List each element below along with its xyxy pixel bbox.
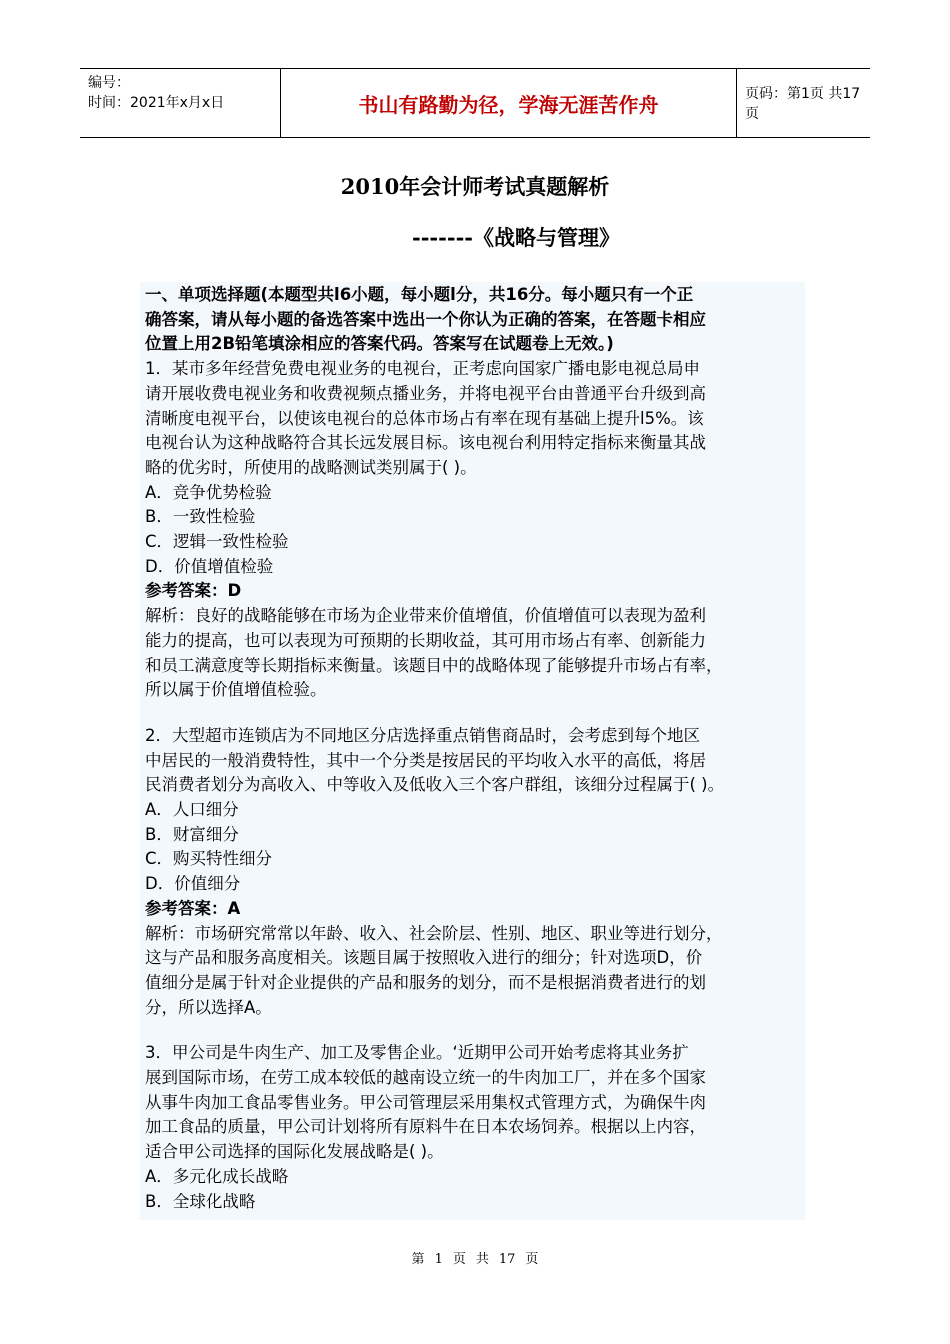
body-line: 略的优劣时，所使用的战略测试类别属于( )。 [145, 457, 477, 477]
body-line: 分，所以选择A。 [145, 997, 272, 1017]
footer-ye2: 页 [525, 1252, 539, 1267]
body-line: 位置上用2B铅笔填涂相应的答案代码。答案写在试题卷上无效。) [145, 334, 614, 354]
body-line: 加工食品的质量，甲公司计划将所有原料牛在日本农场饲养。根据以上内容， [145, 1117, 706, 1137]
body-line: 能力的提高，也可以表现为可预期的长期收益，其可用市场占有率、创新能力 [145, 630, 706, 650]
body-line: 解析：良好的战略能够在市场为企业带来价值增值，价值增值可以表现为盈利 [145, 606, 706, 626]
body-line: 参考答案：A [145, 898, 241, 918]
document-number-label: 编号： [88, 75, 130, 91]
body-line: A．人口细分 [145, 800, 239, 819]
header-motto: 书山有路勤为径，学海无涯苦作舟 [280, 69, 737, 137]
body-line: 民消费者划分为高收入、中等收入及低收入三个客户群组，该细分过程属于( )。 [145, 775, 725, 795]
document-title: 2010年会计师考试真题解析 [340, 174, 610, 199]
body-line: 这与产品和服务高度相关。该题目属于按照收入进行的细分；针对选项D，价 [145, 948, 703, 968]
document-time-label: 时间：2021年x月x日 [88, 95, 225, 111]
body-line: D．价值增值检验 [145, 556, 274, 576]
header-page-info: 页码：第1页 共17页 [745, 86, 861, 122]
footer-di: 第 [411, 1252, 425, 1267]
body-line: 请开展收费电视业务和收费视频点播业务，并将电视平台由普通平台升级到高 [145, 383, 706, 403]
body-line: 和员工满意度等长期指标来衡量。该题目中的战略体现了能够提升市场占有率， [145, 655, 723, 675]
body-line: 从事牛肉加工食品零售业务。甲公司管理层采用集权式管理方式，为确保牛肉 [145, 1092, 706, 1112]
page-header [80, 68, 870, 138]
body-line: A．竞争优势检验 [145, 482, 272, 502]
body-line: 3．甲公司是牛肉生产、加工及零售企业。‘近期甲公司开始考虑将其业务扩 [145, 1043, 689, 1063]
body-line: 电视台认为这种战略符合其长远发展目标。该电视台利用特定指标来衡量其战 [145, 433, 706, 453]
body-line: B．一致性检验 [145, 507, 256, 527]
body-line: 1．某市多年经营免费电视业务的电视台，正考虑向国家广播电影电视总局申 [145, 359, 700, 379]
body-line: 参考答案：D [145, 581, 242, 601]
header-left-cell [80, 69, 280, 137]
body-line: 2．大型超市连锁店为不同地区分店选择重点销售商品时，会考虑到每个地区 [145, 725, 700, 745]
body-line: 清晰度电视平台，以使该电视台的总体市场占有率在现有基础上提升l5%。该 [145, 408, 704, 428]
body-line: 确答案，请从每小题的备选答案中选出一个你认为正确的答案，在答题卡相应 [145, 309, 706, 329]
body-line: 值细分是属于针对企业提供的产品和服务的划分，而不是根据消费者进行的划 [145, 972, 706, 992]
body-line: 展到国际市场，在劳工成本较低的越南设立统一的牛肉加工厂，并在多个国家 [145, 1068, 706, 1087]
body-line: 解析：市场研究常常以年龄、收入、社会阶层、性别、地区、职业等进行划分， [145, 923, 723, 943]
footer-total-pages: 17 [498, 1252, 516, 1267]
body-line: 中居民的一般消费特性，其中一个分类是按居民的平均收入水平的高低，将居 [145, 750, 706, 770]
body-line: D．价值细分 [145, 874, 241, 894]
body-line: 一、单项选择题(本题型共l6小题，每小题l分，共16分。每小题只有一个正 [145, 285, 694, 304]
footer-page-number: 1 [434, 1252, 443, 1267]
document-body [140, 282, 805, 1220]
page-footer [0, 1248, 950, 1267]
body-line: A．多元化成长战略 [145, 1166, 289, 1186]
body-line: 所以属于价值增值检验。 [145, 680, 327, 700]
body-line: C．购买特性细分 [145, 849, 273, 869]
footer-gong: 共 [475, 1252, 489, 1267]
body-line: C．逻辑一致性检验 [145, 532, 289, 551]
document-subtitle: -------《战略与管理》 [412, 225, 621, 250]
body-line: B．全球化战略 [145, 1191, 256, 1211]
footer-ye: 页 [452, 1252, 466, 1267]
body-line: 适合甲公司选择的国际化发展战略是( )。 [145, 1142, 444, 1162]
body-line: B．财富细分 [145, 824, 239, 844]
